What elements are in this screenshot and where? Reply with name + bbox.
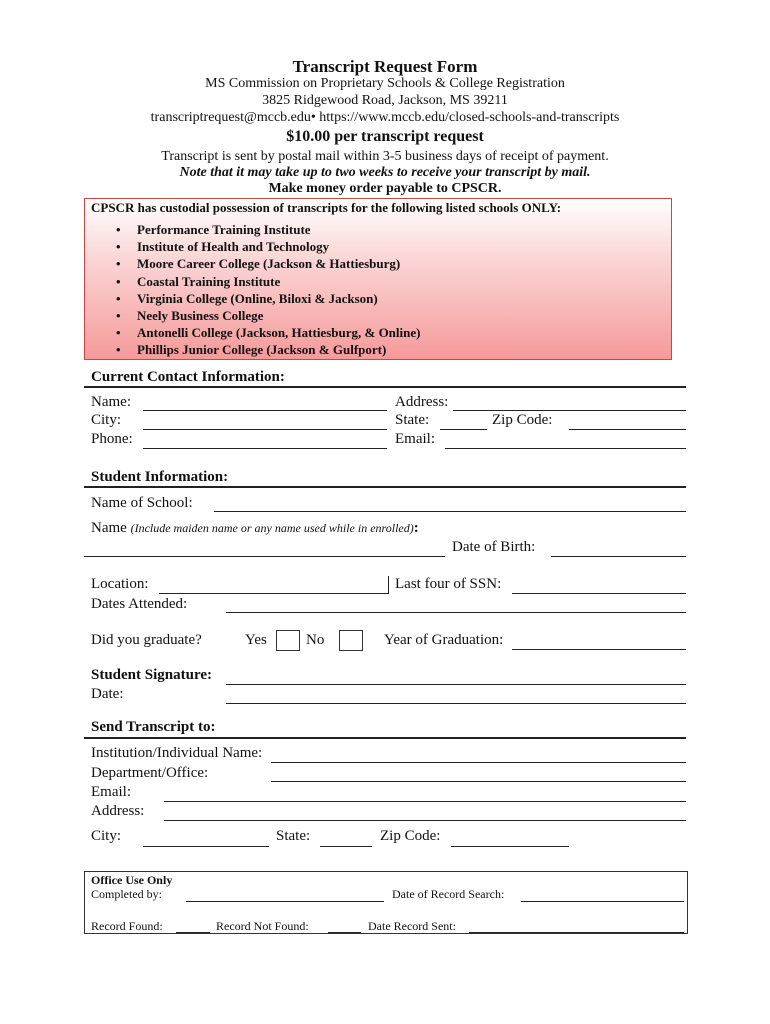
email-field[interactable] <box>445 448 686 449</box>
send-heading: Send Transcript to: <box>91 719 216 735</box>
location-label: Location: <box>91 576 149 592</box>
custody-heading: CPSCR has custodial possession of transcripts for the following listed schools ONLY: <box>91 200 562 215</box>
recipient-email-field[interactable] <box>164 801 686 802</box>
ssn-label: Last four of SSN: <box>395 576 502 592</box>
completed-by-label: Completed by: <box>91 887 162 901</box>
ssn-field[interactable] <box>512 593 686 594</box>
recipient-email-label: Email: <box>91 784 131 800</box>
record-search-date-field[interactable] <box>521 901 684 902</box>
name-label: Name: <box>91 394 131 410</box>
list-item: • Antonelli College (Jackson, Hattiesburg, & Online) <box>116 325 421 341</box>
bullet-icon: • <box>116 239 121 255</box>
delay-note: Note that it may take up to two weeks to receive your transcript by mail. <box>179 165 591 180</box>
signature-label: Student Signature: <box>91 667 212 683</box>
dob-label: Date of Birth: <box>452 539 536 555</box>
record-not-found-field[interactable] <box>328 932 361 933</box>
recipient-address-label: Address: <box>91 803 145 819</box>
bullet-icon: • <box>116 273 121 289</box>
recipient-state-field[interactable] <box>320 846 372 847</box>
price-note: $10.00 per transcript request <box>286 128 484 145</box>
school-field[interactable] <box>214 511 686 512</box>
department-label: Department/Office: <box>91 765 209 781</box>
graduate-label: Did you graduate? <box>91 632 202 648</box>
list-item: • Institute of Health and Technology <box>116 239 330 255</box>
office-heading: Office Use Only <box>91 873 173 887</box>
email-label: Email: <box>395 431 435 447</box>
section-divider <box>84 737 686 739</box>
city-label: City: <box>91 412 122 428</box>
institution-label: Institution/Individual Name: <box>91 745 263 761</box>
zip-label: Zip Code: <box>492 412 553 428</box>
list-item: • Virginia College (Online, Biloxi & Jackson) <box>116 290 378 306</box>
zip-field[interactable] <box>569 429 686 430</box>
date-label: Date: <box>91 686 124 702</box>
student-name-field[interactable] <box>84 556 445 557</box>
dob-field[interactable] <box>551 556 686 557</box>
department-field[interactable] <box>271 781 686 782</box>
location-field[interactable] <box>159 593 388 594</box>
recipient-zip-label: Zip Code: <box>380 828 441 844</box>
dates-attended-label: Dates Attended: <box>91 596 188 612</box>
phone-label: Phone: <box>91 431 133 447</box>
organization-name: MS Commission on Proprietary Schools & College Registration <box>205 76 565 91</box>
record-sent-date-label: Date Record Sent: <box>368 919 456 933</box>
form-title: Transcript Request Form <box>292 57 478 76</box>
list-item: • Moore Career College (Jackson & Hattiesburg) <box>116 256 401 272</box>
record-found-label: Record Found: <box>91 919 163 933</box>
field-separator <box>388 576 389 594</box>
no-label: No <box>306 632 325 648</box>
organization-address: 3825 Ridgewood Road, Jackson, MS 39211 <box>262 93 508 108</box>
school-list <box>85 221 420 359</box>
student-heading: Student Information: <box>91 469 229 485</box>
record-sent-date-field[interactable] <box>469 932 684 933</box>
student-name-note: (Include maiden name or any name used while in enrolled) <box>130 521 414 535</box>
recipient-city-label: City: <box>91 828 122 844</box>
school-label: Name of School: <box>91 495 193 511</box>
bullet-icon: • <box>116 325 121 341</box>
record-found-field[interactable] <box>176 932 210 933</box>
address-label: Address: <box>395 394 449 410</box>
section-divider <box>84 386 686 388</box>
institution-field[interactable] <box>271 762 686 763</box>
list-item: • Coastal Training Institute <box>116 273 281 289</box>
payable-note: Make money order payable to CPSCR. <box>268 181 502 196</box>
recipient-zip-field[interactable] <box>451 846 569 847</box>
bullet-icon: • <box>116 256 121 272</box>
graduation-year-field[interactable] <box>512 649 686 650</box>
list-item: • Neely Business College <box>116 307 264 323</box>
list-item: • Performance Training Institute <box>116 222 311 237</box>
custody-box <box>84 198 672 360</box>
student-name-label: Name (Include maiden name or any name used while in enrolled): <box>91 520 419 536</box>
recipient-state-label: State: <box>276 828 311 844</box>
bullet-icon: • <box>116 307 121 323</box>
bullet-icon: • <box>116 290 121 306</box>
name-field[interactable] <box>143 410 387 411</box>
state-label: State: <box>395 412 430 428</box>
date-field[interactable] <box>226 703 686 704</box>
address-field[interactable] <box>453 410 686 411</box>
list-item: • Phillips Junior College (Jackson & Gulfport) <box>116 342 387 358</box>
contact-heading: Current Contact Information: <box>91 369 285 385</box>
bullet-icon: • <box>116 342 121 358</box>
yes-checkbox[interactable] <box>276 630 300 651</box>
section-divider <box>84 486 686 488</box>
completed-by-field[interactable] <box>186 901 384 902</box>
dates-attended-field[interactable] <box>226 612 686 613</box>
phone-field[interactable] <box>143 448 387 449</box>
recipient-address-field[interactable] <box>164 820 686 821</box>
state-field[interactable] <box>440 429 487 430</box>
bullet-icon: • <box>116 222 121 237</box>
city-field[interactable] <box>143 429 387 430</box>
organization-contact: transcriptrequest@mccb.edu• https://www.mccb.edu/closed-schools-and-transcripts <box>150 110 620 125</box>
no-checkbox[interactable] <box>339 630 363 651</box>
recipient-city-field[interactable] <box>143 846 269 847</box>
yes-label: Yes <box>245 632 267 648</box>
graduation-year-label: Year of Graduation: <box>384 632 504 648</box>
signature-field[interactable] <box>226 684 686 685</box>
mail-note: Transcript is sent by postal mail within 3-5 business days of receipt of payment. <box>161 149 609 164</box>
record-not-found-label: Record Not Found: <box>216 919 309 933</box>
record-search-date-label: Date of Record Search: <box>392 887 505 901</box>
